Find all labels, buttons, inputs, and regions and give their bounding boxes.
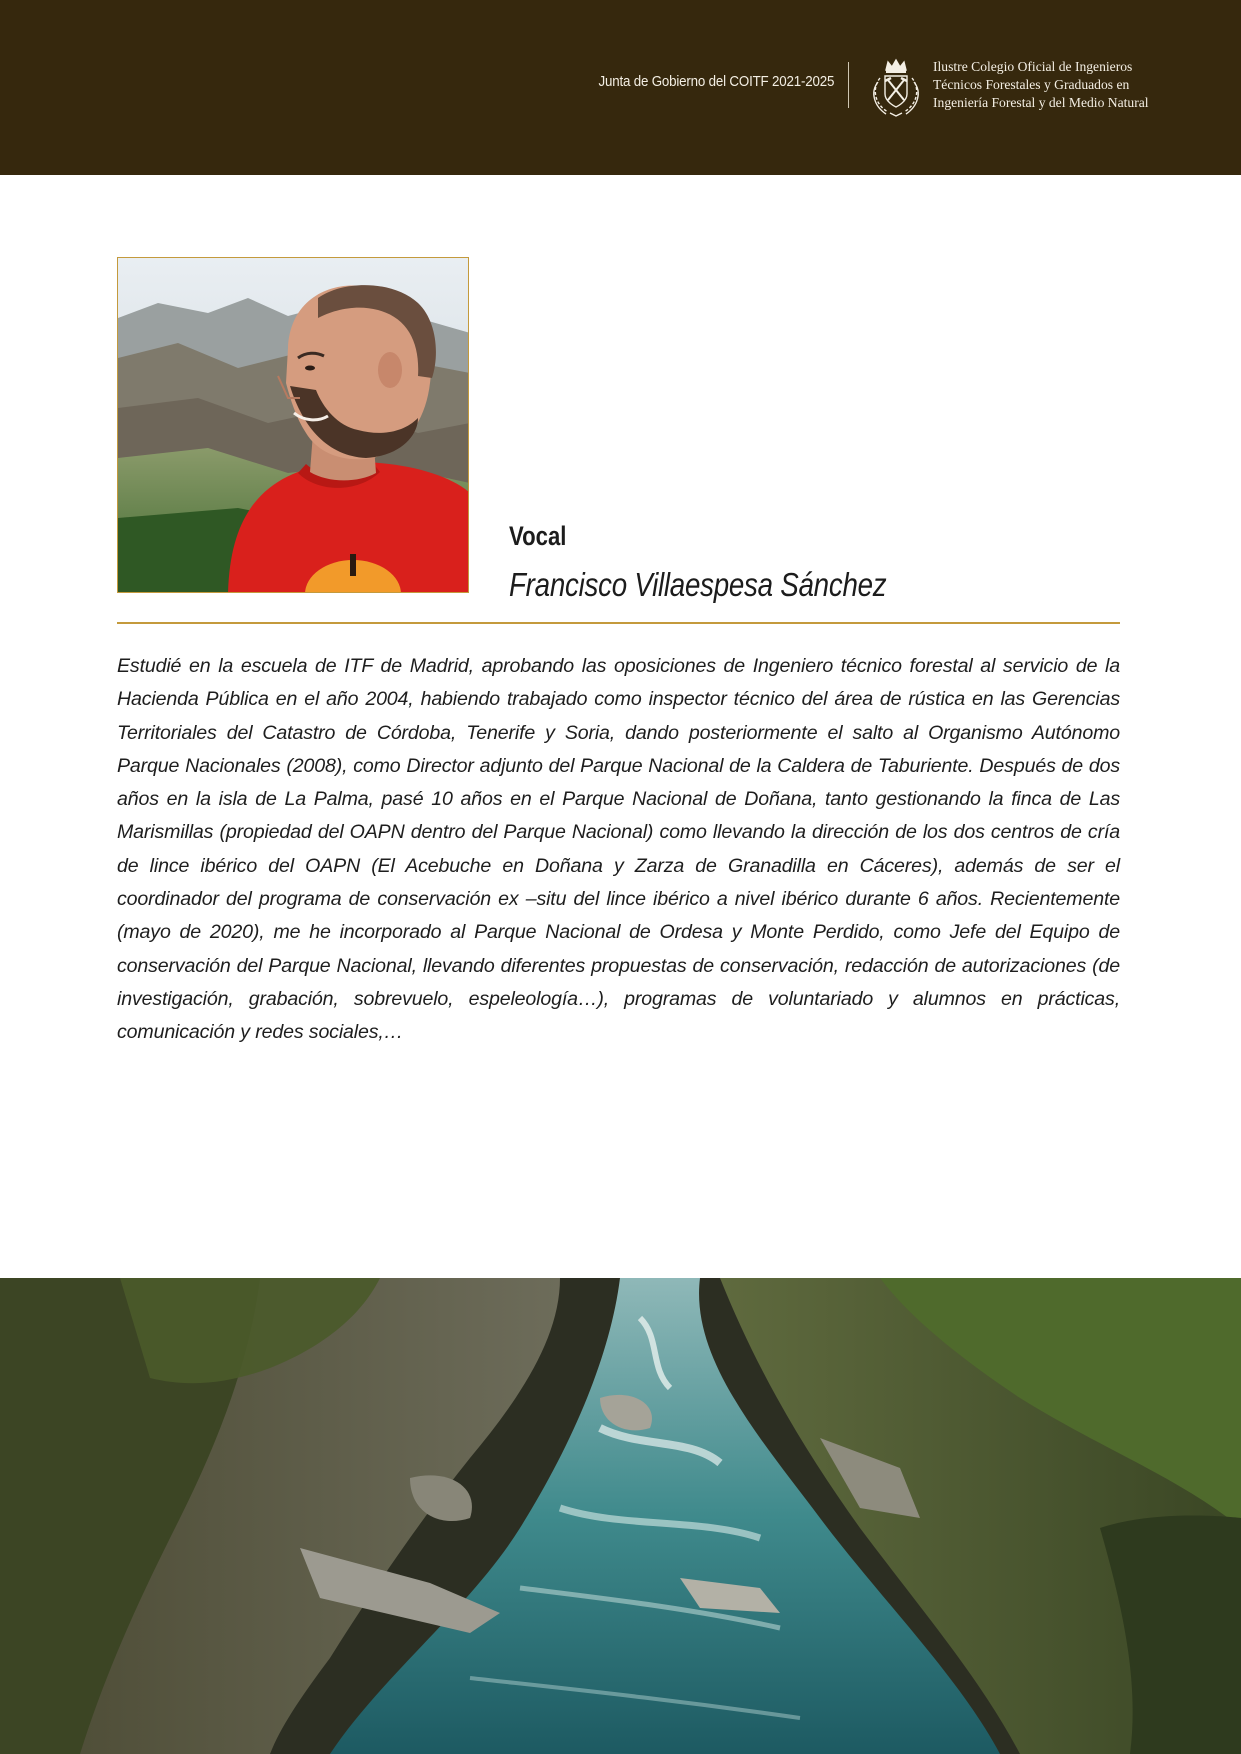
header-divider xyxy=(848,62,849,108)
org-line: Ilustre Colegio Oficial de Ingenieros xyxy=(933,59,1133,74)
org-line: Ingeniería Forestal y del Medio Natural xyxy=(933,95,1149,110)
organization-name xyxy=(933,58,1149,112)
profile-name: Francisco Villaespesa Sánchez xyxy=(509,566,887,603)
page-header xyxy=(0,0,1241,175)
portrait-illustration xyxy=(118,258,469,593)
crest-icon xyxy=(866,56,926,118)
org-line: Técnicos Forestales y Graduados en xyxy=(933,77,1130,92)
profile-photo xyxy=(117,257,469,593)
section-divider xyxy=(117,622,1120,624)
header-caption: Junta de Gobierno del COITF 2021-2025 xyxy=(598,74,834,90)
profile-role: Vocal xyxy=(509,521,567,551)
river-illustration xyxy=(0,1278,1241,1754)
profile-bio: Estudié en la escuela de ITF de Madrid, aprobando las oposiciones de Ingeniero técnico forestal al servicio de la Hacienda Pública en el año 2004, habiendo trabajado como inspector técnico del área de rústica en las Gerencias Territoriales del Catastro de Córdoba, Tenerife y Soria, dando posteriormente el salto al Organismo Autónomo Parque Nacionales (2008), como Director adjunto del Parque Nacional de la Caldera de Taburiente. Después de dos años en la isla de La Palma, pasé 10 años en el Parque Nacional de Doñana, tanto gestionando la finca de Las Marismillas (propiedad del OAPN dentro del Parque Nacional) como llevando la dirección de los dos centros de cría de lince ibérico del OAPN (El Acebuche en Doñana y Zarza de Granadilla en Cáceres), además de ser el coordinador del programa de conservación ex –situ del lince ibérico a nivel ibérico durante 6 años. Recientemente (mayo de 2020), me he incorporado al Parque Nacional de Ordesa y Monte Perdido, como Jefe del Equipo de conservación del Parque Nacional, llevando diferentes propuestas de conservación, redacción de autorizaciones (de investigación, grabación, sobrevuelo, espeleología…), programas de voluntariado y alumnos en prácticas, comunicación y redes sociales,… xyxy=(117,655,1120,1044)
river-landscape-image xyxy=(0,1278,1241,1754)
